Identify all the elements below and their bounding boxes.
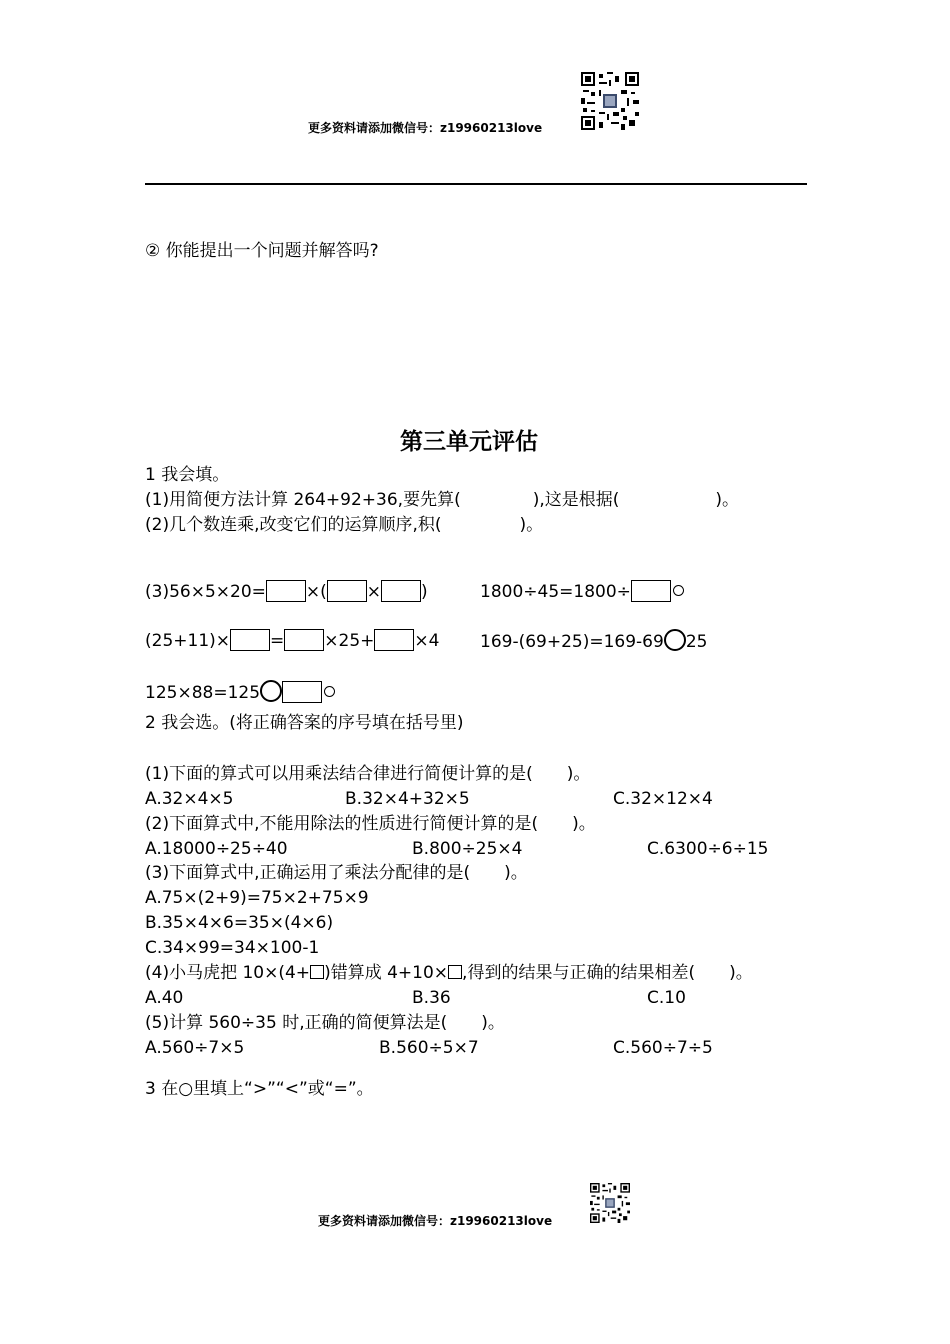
section1-row3 [145, 680, 335, 703]
expr-part: × [366, 582, 382, 602]
expr-part: ×25+ [324, 631, 375, 651]
blank-square-icon [310, 965, 324, 979]
section1-q1-text-a: (1)用简便方法计算 264+92+36,要先算( [145, 490, 461, 510]
answer-box[interactable] [381, 580, 421, 602]
option-a[interactable]: A.75×(2+9)=75×2+75×9 [145, 888, 369, 908]
option-b[interactable]: B.560÷5×7 [379, 1038, 479, 1058]
section1-q1-text-b: ),这是根据( [532, 490, 620, 510]
section2-q1-stem: (1)下面的算式可以用乘法结合律进行简便计算的是( )。 [145, 764, 591, 784]
expr-part: (3)56×5×20= [145, 582, 266, 602]
expr-part: 169-(69+25)=169-69 [480, 632, 664, 652]
section1-q2-text-b: )。 [519, 515, 544, 535]
section3-heading: 3 在○里填上“>”“<”或“=”。 [145, 1079, 374, 1099]
expr-part: ) [421, 582, 428, 602]
expr-part: (25+11)× [145, 631, 231, 651]
option-c[interactable]: C.34×99=34×100-1 [145, 938, 320, 958]
answer-circle-small[interactable] [673, 585, 684, 596]
answer-box[interactable] [631, 580, 671, 602]
option-a[interactable]: A.40 [145, 988, 184, 1008]
answer-box[interactable] [282, 681, 322, 703]
footer-contact: 更多资料请添加微信号：z19960213love [318, 1214, 553, 1228]
section1-q1 [145, 490, 739, 510]
stem-part: (4)小马虎把 10×(4+ [145, 963, 311, 983]
section2-q2-stem: (2)下面算式中,不能用除法的性质进行简便计算的是( )。 [145, 814, 596, 834]
section2-q5-stem: (5)计算 560÷35 时,正确的简便算法是( )。 [145, 1013, 505, 1033]
section2-q3-stem: (3)下面算式中,正确运用了乘法分配律的是( )。 [145, 863, 528, 883]
answer-circle-small[interactable] [324, 686, 335, 697]
answer-box[interactable] [327, 580, 367, 602]
option-b[interactable]: B.32×4+32×5 [345, 789, 470, 809]
expr-part: ×( [305, 582, 327, 602]
option-c[interactable]: C.32×12×4 [613, 789, 713, 809]
option-b[interactable]: B.35×4×6=35×(4×6) [145, 913, 334, 933]
option-a[interactable]: A.560÷7×5 [145, 1038, 245, 1058]
option-b[interactable]: B.36 [412, 988, 451, 1008]
section1-row1-right [480, 580, 684, 602]
expr-part: 25 [685, 632, 708, 652]
option-c[interactable]: C.6300÷6÷15 [647, 839, 769, 859]
expr-part: ×4 [414, 631, 440, 651]
section1-heading: 1 我会填。 [145, 465, 230, 485]
section2-heading: 2 我会选。(将正确答案的序号填在括号里) [145, 713, 464, 733]
footer-qr-code [590, 1183, 630, 1223]
blank-square-icon [448, 965, 462, 979]
header-qr-code [581, 72, 639, 130]
section1-row2-right [480, 629, 707, 652]
answer-box[interactable] [266, 580, 306, 602]
header-contact: 更多资料请添加微信号：z19960213love [308, 121, 543, 135]
section1-q1-text-c: )。 [715, 490, 740, 510]
answer-circle[interactable] [260, 680, 282, 702]
answer-box[interactable] [230, 629, 270, 651]
stem-part: )错算成 4+10× [324, 963, 449, 983]
option-a[interactable]: A.32×4×5 [145, 789, 234, 809]
answer-box[interactable] [374, 629, 414, 651]
option-c[interactable]: C.10 [647, 988, 686, 1008]
answer-circle[interactable] [664, 629, 686, 651]
header-divider [145, 183, 807, 185]
stem-part: ,得到的结果与正确的结果相差( )。 [462, 963, 753, 983]
section1-q2 [145, 515, 543, 535]
page-title: 第三单元评估 [400, 428, 538, 455]
section2-q4-stem [145, 963, 753, 983]
option-a[interactable]: A.18000÷25÷40 [145, 839, 288, 859]
answer-box[interactable] [284, 629, 324, 651]
expr-part: = [270, 631, 285, 651]
expr-part: 1800÷45=1800÷ [480, 582, 631, 602]
section1-row1-left [145, 580, 428, 602]
open-question: ② 你能提出一个问题并解答吗? [145, 241, 379, 261]
section1-row2-left [145, 629, 439, 651]
section1-q2-text-a: (2)几个数连乘,改变它们的运算顺序,积( [145, 515, 442, 535]
option-b[interactable]: B.800÷25×4 [412, 839, 523, 859]
expr-part: 125×88=125 [145, 683, 261, 703]
option-c[interactable]: C.560÷7÷5 [613, 1038, 713, 1058]
